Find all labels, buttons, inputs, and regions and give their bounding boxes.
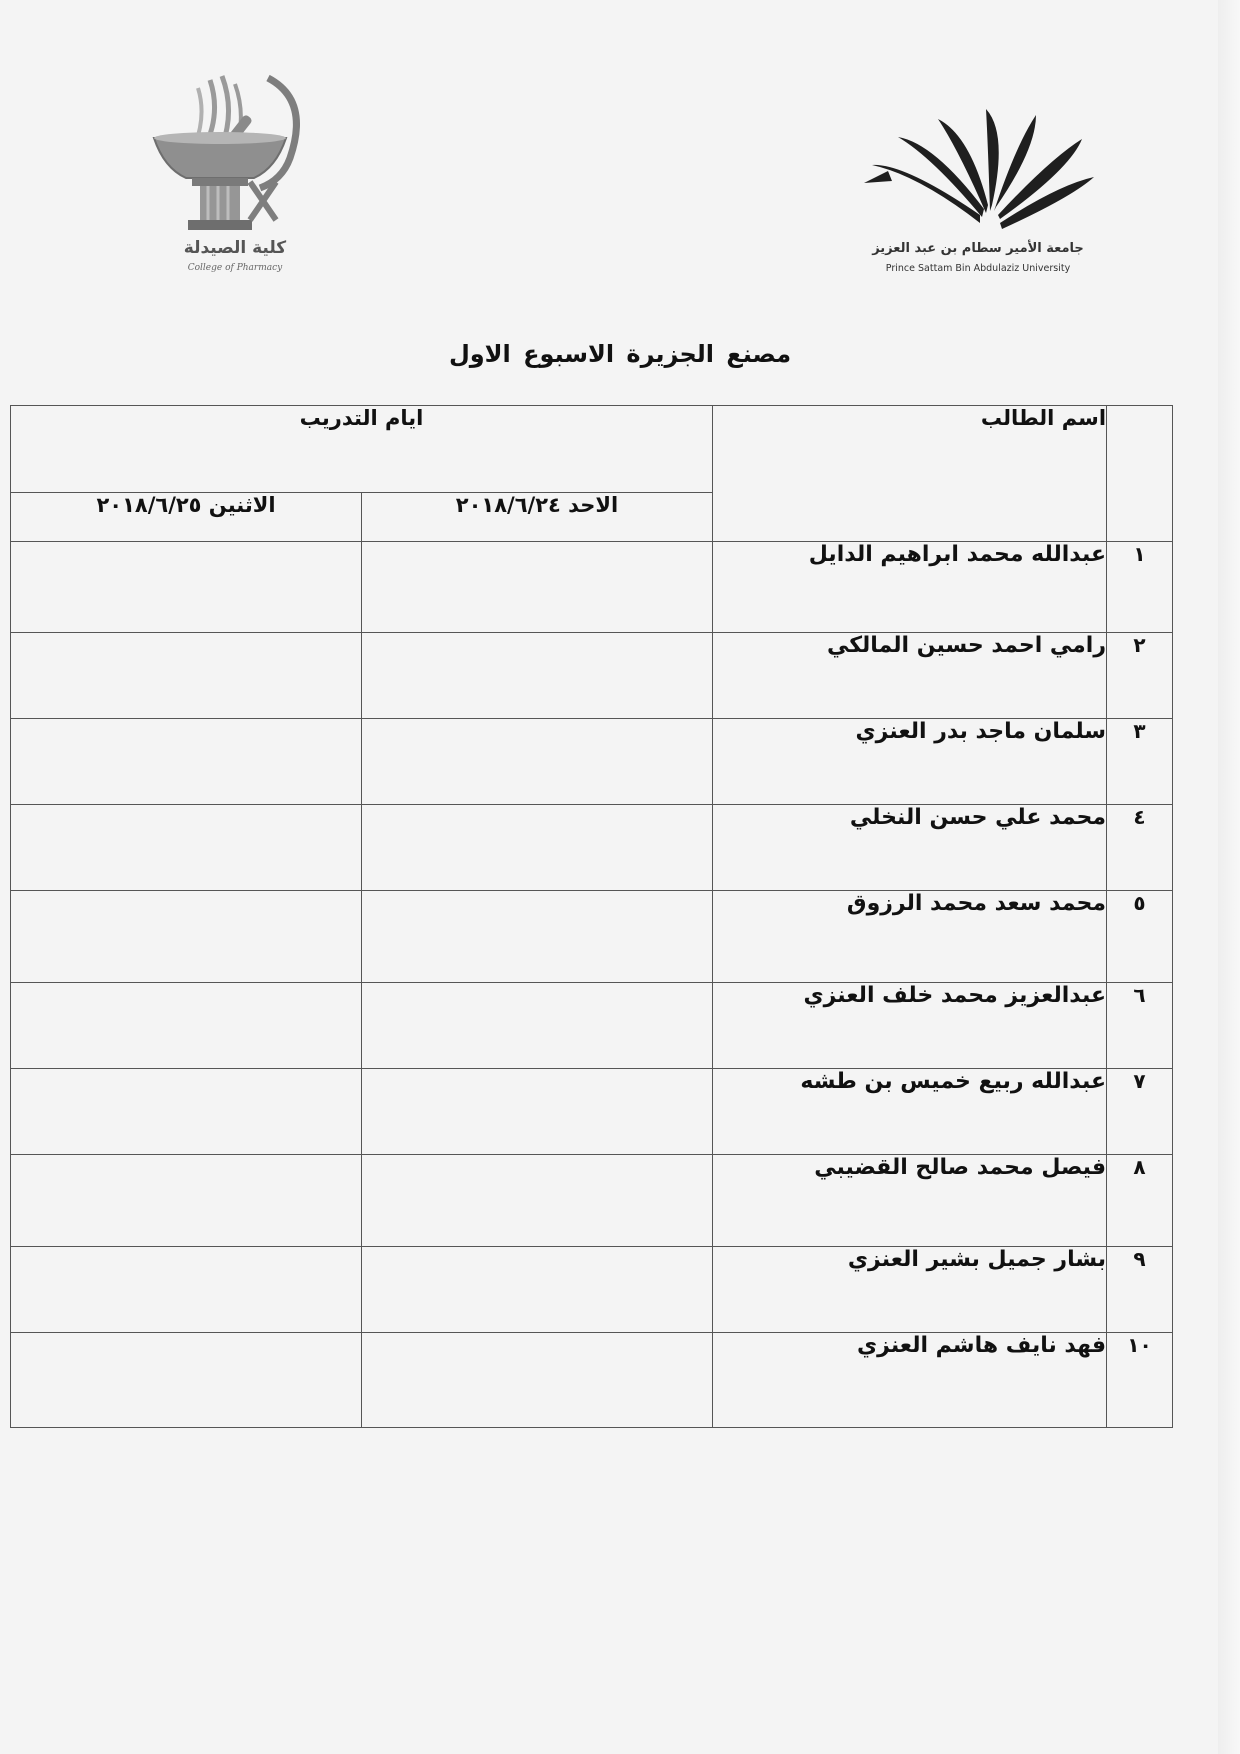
row-number: ٦ [1107, 983, 1173, 1069]
row-number: ٤ [1107, 805, 1173, 891]
day2-attendance-cell [11, 1247, 362, 1333]
student-name: بشار جميل بشير العنزي [713, 1247, 1107, 1333]
table-row [11, 1155, 1173, 1247]
day2-attendance-cell [11, 719, 362, 805]
table-row [11, 1247, 1173, 1333]
day1-attendance-cell [362, 891, 713, 983]
day1-attendance-cell [362, 805, 713, 891]
table-row [11, 1069, 1173, 1155]
row-number: ٢ [1107, 633, 1173, 719]
header-number-cell [1107, 406, 1173, 542]
day2-attendance-cell [11, 891, 362, 983]
row-number: ٨ [1107, 1155, 1173, 1247]
row-number: ٣ [1107, 719, 1173, 805]
header-day1-date: الاحد ٢٠١٨/٦/٢٤ [362, 493, 713, 542]
attendance-table [10, 405, 1173, 1428]
university-logo-english-text: Prince Sattam Bin Abdulaziz University [885, 263, 1071, 274]
day2-attendance-cell [11, 805, 362, 891]
header-training-days: ايام التدريب [11, 406, 713, 493]
row-number: ٥ [1107, 891, 1173, 983]
student-name: سلمان ماجد بدر العنزي [713, 719, 1107, 805]
university-logo [858, 105, 1118, 285]
table-row [11, 983, 1173, 1069]
day1-attendance-cell [362, 542, 713, 633]
day1-attendance-cell [362, 719, 713, 805]
student-name: رامي احمد حسين المالكي [713, 633, 1107, 719]
table-row [11, 805, 1173, 891]
day2-attendance-cell [11, 983, 362, 1069]
day1-attendance-cell [362, 1333, 713, 1428]
pharmacy-logo-english-text: College of Pharmacy [187, 263, 283, 273]
pharmacy-college-logo [150, 70, 320, 285]
student-name: عبدالله محمد ابراهيم الدايل [713, 542, 1107, 633]
day2-attendance-cell [11, 1069, 362, 1155]
student-name: فيصل محمد صالح القضيبي [713, 1155, 1107, 1247]
student-name: محمد علي حسن النخلي [713, 805, 1107, 891]
mortar-pestle-rx-icon [150, 70, 320, 235]
student-name: محمد سعد محمد الرزوق [713, 891, 1107, 983]
day1-attendance-cell [362, 1247, 713, 1333]
row-number: ١ [1107, 542, 1173, 633]
header-day2-date: الاثنين ٢٠١٨/٦/٢٥ [11, 493, 362, 542]
day1-attendance-cell [362, 1069, 713, 1155]
day1-attendance-cell [362, 983, 713, 1069]
day2-attendance-cell [11, 1155, 362, 1247]
pharmacy-logo-arabic-text: كلية الصيدلة [183, 238, 287, 258]
header-student-name: اسم الطالب [713, 406, 1107, 542]
row-number: ٧ [1107, 1069, 1173, 1155]
table-header-row [11, 406, 1173, 493]
open-book-rays-icon [858, 105, 1098, 235]
student-name: فهد نايف هاشم العنزي [713, 1333, 1107, 1428]
university-logo-arabic-text: جامعة الأمير سطام بن عبد العزيز [872, 241, 1084, 256]
table-row [11, 633, 1173, 719]
document-title: مصنع الجزيرة الاسبوع الاول [448, 340, 792, 368]
student-name: عبدالله ربيع خميس بن طشه [713, 1069, 1107, 1155]
day2-attendance-cell [11, 1333, 362, 1428]
day2-attendance-cell [11, 542, 362, 633]
row-number: ١٠ [1107, 1333, 1173, 1428]
table-row [11, 1333, 1173, 1428]
table-row [11, 542, 1173, 633]
day2-attendance-cell [11, 633, 362, 719]
table-row [11, 719, 1173, 805]
row-number: ٩ [1107, 1247, 1173, 1333]
day1-attendance-cell [362, 1155, 713, 1247]
table-row [11, 891, 1173, 983]
student-name: عبدالعزيز محمد خلف العنزي [713, 983, 1107, 1069]
scan-page-edge [1218, 0, 1240, 1754]
day1-attendance-cell [362, 633, 713, 719]
